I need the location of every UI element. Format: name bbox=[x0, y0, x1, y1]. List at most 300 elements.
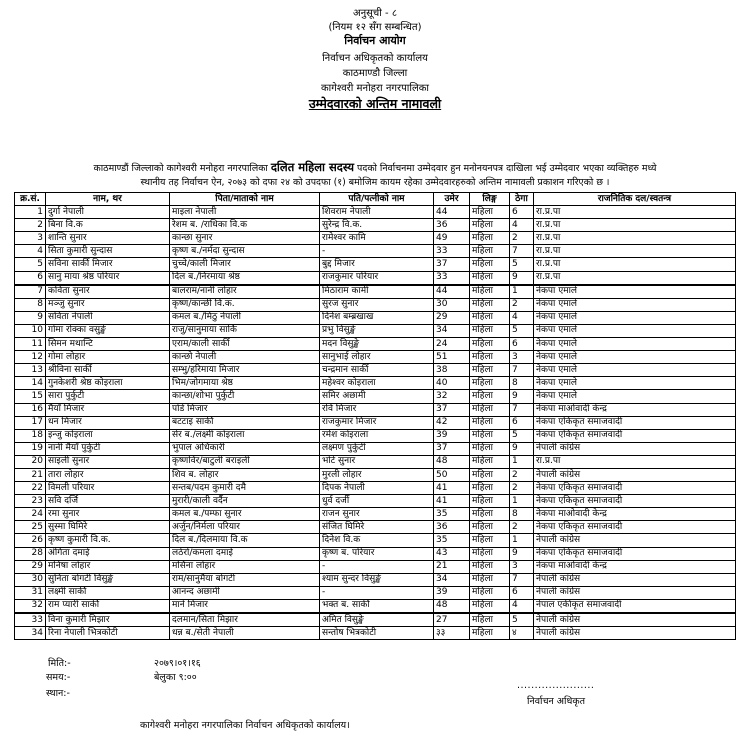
cell-age: 41 bbox=[434, 482, 470, 495]
cell-spouse: दिनेश बम्ब्रखाख bbox=[320, 311, 434, 324]
table-row bbox=[15, 586, 736, 599]
cell-parents: कृष्ण/कान्छी वि.क. bbox=[170, 298, 320, 311]
header-name: नाम, थर bbox=[46, 193, 170, 206]
candidate-table bbox=[14, 192, 736, 640]
cell-parents: चुच्चे/काली मिजार bbox=[170, 258, 320, 271]
cell-gender: महिला bbox=[470, 534, 510, 547]
cell-gender: महिला bbox=[470, 271, 510, 285]
cell-ward: 4 bbox=[510, 219, 534, 232]
time-value: बेलुका ९:०० bbox=[154, 672, 197, 683]
cell-parents: दिल ब./दिलमाया वि.क bbox=[170, 534, 320, 547]
cell-parents: कान्छा/शोभा पुर्कुटी bbox=[170, 390, 320, 403]
cell-name: सवि दर्जि bbox=[46, 495, 170, 508]
cell-ward: 3 bbox=[510, 560, 534, 573]
cell-age: 24 bbox=[434, 338, 470, 351]
cell-spouse: अमित विसुङ्खे bbox=[320, 613, 434, 627]
table-row bbox=[15, 547, 736, 560]
cell-spouse: - bbox=[320, 560, 434, 573]
cell-ward: 6 bbox=[510, 206, 534, 219]
cell-parents: अर्जुन/निर्मला परियार bbox=[170, 521, 320, 534]
cell-parents: रेशम ब. /राधिका वि.क bbox=[170, 219, 320, 232]
cell-serial: 16 bbox=[15, 403, 46, 416]
cell-name: गोमा रोक्का वसुङ्खे bbox=[46, 324, 170, 337]
table-row bbox=[15, 403, 736, 416]
cell-gender: महिला bbox=[470, 429, 510, 442]
cell-parents: कान्छो नेपाली bbox=[170, 351, 320, 364]
cell-spouse: मिठाराम कामी bbox=[320, 285, 434, 299]
table-row bbox=[15, 206, 736, 219]
cell-gender: महिला bbox=[470, 547, 510, 560]
table-row bbox=[15, 416, 736, 429]
cell-serial: 5 bbox=[15, 258, 46, 271]
cell-name: सविता नेपाली bbox=[46, 311, 170, 324]
cell-parents: कान्छा सुनार bbox=[170, 232, 320, 245]
cell-spouse: मुरली लोहार bbox=[320, 468, 434, 481]
cell-party: नेपाल एकीकृत समाजवादी bbox=[534, 599, 736, 613]
cell-gender: महिला bbox=[470, 442, 510, 455]
table-header-row bbox=[15, 193, 736, 206]
cell-gender: महिला bbox=[470, 351, 510, 364]
cell-parents: सम्भु/हरिमाया मिजार bbox=[170, 364, 320, 377]
cell-name: दुर्गा नेपाली bbox=[46, 206, 170, 219]
cell-party: नेपाली कांग्रेस bbox=[534, 627, 736, 640]
cell-serial: 19 bbox=[15, 442, 46, 455]
cell-gender: महिला bbox=[470, 495, 510, 508]
cell-party: नेकपा एमाले bbox=[534, 285, 736, 299]
cell-name: सुस्मा घिमिरे bbox=[46, 521, 170, 534]
cell-spouse: मदन विसुङ्खे bbox=[320, 338, 434, 351]
cell-gender: महिला bbox=[470, 613, 510, 627]
cell-ward: 6 bbox=[510, 416, 534, 429]
cell-name: सुनिता बोगटी विसुङ्खे bbox=[46, 573, 170, 586]
cell-gender: महिला bbox=[470, 403, 510, 416]
cell-serial: 17 bbox=[15, 416, 46, 429]
cell-spouse: - bbox=[320, 245, 434, 258]
cell-gender: महिला bbox=[470, 245, 510, 258]
cell-name: सिमन मथान्टि bbox=[46, 338, 170, 351]
cell-serial: 21 bbox=[15, 468, 46, 481]
cell-age: 38 bbox=[434, 364, 470, 377]
municipality-name: कागेश्वरी मनोहरा नगरपालिका bbox=[320, 83, 430, 94]
cell-name: साइली सुनार bbox=[46, 455, 170, 468]
cell-ward: 2 bbox=[510, 232, 534, 245]
cell-parents: कृष्णविर/बाटुली बराइली bbox=[170, 455, 320, 468]
cell-parents: एराम/काली सार्की bbox=[170, 338, 320, 351]
cell-serial: 6 bbox=[15, 271, 46, 285]
cell-age: 39 bbox=[434, 586, 470, 599]
cell-spouse: श्याम सुन्दर विसुङ्खे bbox=[320, 573, 434, 586]
cell-gender: महिला bbox=[470, 416, 510, 429]
cell-name: गुनकेशरी श्रेष्ठ कोइराला bbox=[46, 377, 170, 390]
cell-ward: 2 bbox=[510, 298, 534, 311]
cell-parents: पोडे मिजार bbox=[170, 403, 320, 416]
cell-spouse: रवि मिजार bbox=[320, 403, 434, 416]
cell-age: 37 bbox=[434, 258, 470, 271]
cell-serial: 12 bbox=[15, 351, 46, 364]
cell-age: 36 bbox=[434, 521, 470, 534]
cell-age: 48 bbox=[434, 599, 470, 613]
cell-serial: 25 bbox=[15, 521, 46, 534]
cell-party: रा.प्र.पा bbox=[534, 455, 736, 468]
election-commission: निर्वाचन आयोग bbox=[344, 34, 406, 47]
cell-ward: 7 bbox=[510, 573, 534, 586]
cell-party: नेकपा एकिकृत समाजवादी bbox=[534, 429, 736, 442]
cell-gender: महिला bbox=[470, 219, 510, 232]
cell-age: 33 bbox=[434, 271, 470, 285]
table-row bbox=[15, 232, 736, 245]
cell-gender: महिला bbox=[470, 377, 510, 390]
cell-gender: महिला bbox=[470, 468, 510, 481]
cell-parents: कमल ब./पम्फा सुनार bbox=[170, 508, 320, 521]
cell-parents: भुपाल अधिकारी bbox=[170, 442, 320, 455]
table-row bbox=[15, 573, 736, 586]
cell-age: 33 bbox=[434, 245, 470, 258]
cell-party: नेपाली कांग्रेस bbox=[534, 586, 736, 599]
annex-number: अनुसूची - ८ bbox=[352, 8, 398, 19]
cell-party: नेपाली कांग्रेस bbox=[534, 613, 736, 627]
cell-parents: बालराम/नानी लोहार bbox=[170, 285, 320, 299]
page-title: उम्मेदवारको अन्तिम नामावली bbox=[308, 96, 442, 111]
cell-spouse: सुरेन्द्र वि.क. bbox=[320, 219, 434, 232]
cell-serial: 13 bbox=[15, 364, 46, 377]
cell-name: बिना वि.क bbox=[46, 219, 170, 232]
cell-ward: 8 bbox=[510, 508, 534, 521]
cell-spouse: बुद्द मिजार bbox=[320, 258, 434, 271]
header-party: राजनितिक दल/स्वतन्त्र bbox=[534, 193, 736, 206]
cell-ward: 4 bbox=[510, 599, 534, 613]
cell-name: मनिषा लोहार bbox=[46, 560, 170, 573]
cell-spouse: प्रभु विसुङ्खे bbox=[320, 324, 434, 337]
cell-parents: शिव ब. लोहार bbox=[170, 468, 320, 481]
cell-name: कविता सुनार bbox=[46, 285, 170, 299]
cell-serial: 24 bbox=[15, 508, 46, 521]
signature-line: ...................... bbox=[517, 680, 595, 691]
cell-party: नेकपा एमाले bbox=[534, 338, 736, 351]
table-row bbox=[15, 298, 736, 311]
cell-parents: कृष्ण ब./नर्मदा सुन्दास bbox=[170, 245, 320, 258]
table-row bbox=[15, 468, 736, 481]
table-row bbox=[15, 245, 736, 258]
cell-parents: दलमान/सिता मिझार bbox=[170, 613, 320, 627]
cell-age: 27 bbox=[434, 613, 470, 627]
cell-spouse: लक्ष्मण पुर्कुटी bbox=[320, 442, 434, 455]
cell-gender: महिला bbox=[470, 206, 510, 219]
cell-name: धन मिजार bbox=[46, 416, 170, 429]
cell-spouse: - bbox=[320, 586, 434, 599]
cell-serial: 23 bbox=[15, 495, 46, 508]
cell-spouse: भक्त ब. सार्की bbox=[320, 599, 434, 613]
cell-party: नेकपा एमाले bbox=[534, 298, 736, 311]
cell-ward: 1 bbox=[510, 455, 534, 468]
cell-serial: 1 bbox=[15, 206, 46, 219]
cell-party: नेकपा एमाले bbox=[534, 351, 736, 364]
cell-name: इन्जु कोइराला bbox=[46, 429, 170, 442]
date-value: २०७९।०१।१६ bbox=[154, 658, 201, 669]
table-row bbox=[15, 338, 736, 351]
cell-ward: 8 bbox=[510, 377, 534, 390]
office-name: कागेश्वरी मनोहरा नगरपालिका निर्वाचन अधिकृतको कार्यालय। bbox=[140, 720, 350, 731]
cell-party: नेपाली कांग्रेस bbox=[534, 573, 736, 586]
cell-serial: 4 bbox=[15, 245, 46, 258]
table-row bbox=[15, 599, 736, 613]
cell-serial: 32 bbox=[15, 599, 46, 613]
cell-age: 37 bbox=[434, 403, 470, 416]
cell-serial: 7 bbox=[15, 285, 46, 299]
cell-party: नेकपा एमाले bbox=[534, 364, 736, 377]
table-row bbox=[15, 390, 736, 403]
cell-ward: 2 bbox=[510, 482, 534, 495]
cell-ward: 6 bbox=[510, 586, 534, 599]
cell-name: विना कुमारी मिझार bbox=[46, 613, 170, 627]
cell-age: 48 bbox=[434, 455, 470, 468]
cell-serial: 34 bbox=[15, 627, 46, 640]
table-row bbox=[15, 627, 736, 640]
cell-age: 44 bbox=[434, 285, 470, 299]
cell-ward: 1 bbox=[510, 534, 534, 547]
cell-party: नेपाली कांग्रेस bbox=[534, 468, 736, 481]
cell-name: रिना नेपाली भित्रकोटी bbox=[46, 627, 170, 640]
cell-gender: महिला bbox=[470, 324, 510, 337]
header-gender: लिङ्ग bbox=[470, 193, 510, 206]
cell-name: लक्ष्मी सार्की bbox=[46, 586, 170, 599]
cell-serial: 30 bbox=[15, 573, 46, 586]
cell-name: गोमा लोहार bbox=[46, 351, 170, 364]
header-spouse: पति/पत्नीको नाम bbox=[320, 193, 434, 206]
cell-ward: 7 bbox=[510, 403, 534, 416]
cell-spouse: राजकुमार परियार bbox=[320, 271, 434, 285]
cell-spouse: राजन सुनार bbox=[320, 508, 434, 521]
cell-name: तारा लोहार bbox=[46, 468, 170, 481]
table-row bbox=[15, 495, 736, 508]
table-row bbox=[15, 429, 736, 442]
cell-serial: 10 bbox=[15, 324, 46, 337]
cell-party: नेकपा एकिकृत समाजवादी bbox=[534, 482, 736, 495]
cell-age: 49 bbox=[434, 232, 470, 245]
district-name: काठमाण्डौ जिल्ला bbox=[342, 68, 408, 79]
cell-age: 29 bbox=[434, 311, 470, 324]
cell-party: नेपाली कांग्रेस bbox=[534, 442, 736, 455]
table-row bbox=[15, 271, 736, 285]
cell-ward: 9 bbox=[510, 547, 534, 560]
cell-age: 50 bbox=[434, 468, 470, 481]
cell-party: नेकपा एकिकृत समाजवादी bbox=[534, 495, 736, 508]
cell-ward: ४ bbox=[510, 627, 534, 640]
cell-serial: 33 bbox=[15, 613, 46, 627]
cell-spouse: संजित घिमिरे bbox=[320, 521, 434, 534]
cell-serial: 18 bbox=[15, 429, 46, 442]
cell-gender: महिला bbox=[470, 521, 510, 534]
cell-party: रा.प्र.पा bbox=[534, 219, 736, 232]
cell-age: ३३ bbox=[434, 627, 470, 640]
cell-spouse: सन्तोष भित्रकोटी bbox=[320, 627, 434, 640]
cell-parents: माने मिजार bbox=[170, 599, 320, 613]
cell-spouse: कृष्ण ब. परियार bbox=[320, 547, 434, 560]
intro-line-2: स्थानीय तह निर्वाचन ऐन, २०७३ को दफा २४ को उपदफा (१) बमोजिम कायम रहेका उम्मेदवारहरुको अन्तिम नामावली प्रकाशन गरिएको छ । bbox=[140, 177, 610, 188]
cell-parents: भिम/जोगमाया श्रेष्ठ bbox=[170, 377, 320, 390]
place-label: स्थान:- bbox=[46, 688, 70, 699]
time-label: समय:- bbox=[46, 672, 71, 683]
cell-age: 40 bbox=[434, 377, 470, 390]
cell-party: रा.प्र.पा bbox=[534, 232, 736, 245]
cell-age: 39 bbox=[434, 429, 470, 442]
cell-name: सारा पुर्कुटी bbox=[46, 390, 170, 403]
cell-gender: महिला bbox=[470, 258, 510, 271]
cell-parents: सेर ब./लक्ष्मी कोइराला bbox=[170, 429, 320, 442]
table-row bbox=[15, 521, 736, 534]
cell-ward: 9 bbox=[510, 390, 534, 403]
cell-gender: महिला bbox=[470, 627, 510, 640]
cell-party: रा.प्र.पा bbox=[534, 206, 736, 219]
cell-gender: महिला bbox=[470, 298, 510, 311]
header-parents: पिता/माताको नाम bbox=[170, 193, 320, 206]
cell-party: नेपाली कांग्रेस bbox=[534, 534, 736, 547]
cell-spouse: रामेश्वर कामि bbox=[320, 232, 434, 245]
cell-parents: दिल ब./निरमाया श्रेष्ठ bbox=[170, 271, 320, 285]
header-ward: ठेगा bbox=[510, 193, 534, 206]
cell-party: रा.प्र.पा bbox=[534, 245, 736, 258]
cell-ward: 3 bbox=[510, 351, 534, 364]
cell-gender: महिला bbox=[470, 390, 510, 403]
cell-age: 41 bbox=[434, 495, 470, 508]
cell-age: 37 bbox=[434, 442, 470, 455]
cell-age: 36 bbox=[434, 219, 470, 232]
cell-parents: आनन्द अछामी bbox=[170, 586, 320, 599]
cell-serial: 9 bbox=[15, 311, 46, 324]
cell-gender: महिला bbox=[470, 455, 510, 468]
cell-ward: 1 bbox=[510, 495, 534, 508]
table-row bbox=[15, 482, 736, 495]
cell-party: नेकपा माओवादी केन्द्र bbox=[534, 508, 736, 521]
cell-spouse: दिनेश वि.क bbox=[320, 534, 434, 547]
cell-name: शान्ति सुनार bbox=[46, 232, 170, 245]
date-label: मिति:- bbox=[48, 658, 71, 669]
cell-name: अंगिता दमाई bbox=[46, 547, 170, 560]
cell-age: 21 bbox=[434, 560, 470, 573]
table-row bbox=[15, 364, 736, 377]
intro-before: काठमाण्डौं जिल्लाको कागेश्वरी मनोहरा नगरपालिका bbox=[93, 163, 268, 174]
cell-age: 43 bbox=[434, 547, 470, 560]
cell-party: नेकपा एकिकृत समाजवादी bbox=[534, 416, 736, 429]
table-row bbox=[15, 311, 736, 324]
cell-ward: 2 bbox=[510, 521, 534, 534]
cell-party: नेकपा एमाले bbox=[534, 377, 736, 390]
cell-spouse: समिर अछामी bbox=[320, 390, 434, 403]
cell-parents: माइला नेपाली bbox=[170, 206, 320, 219]
intro-after: पदको निर्वाचनमा उम्मेदवार हुन मनोनयनपत्र दाखिला भई उम्मेदवार भएका व्यक्तिहरु मध्ये bbox=[357, 163, 657, 174]
cell-parents: मसिना लोहार bbox=[170, 560, 320, 573]
cell-gender: महिला bbox=[470, 482, 510, 495]
cell-name: सविना सार्की मिजार bbox=[46, 258, 170, 271]
cell-gender: महिला bbox=[470, 311, 510, 324]
cell-party: रा.प्र.पा bbox=[534, 271, 736, 285]
cell-party: नेकपा माओवादी केन्द्र bbox=[534, 403, 736, 416]
cell-gender: महिला bbox=[470, 599, 510, 613]
cell-spouse: धुर्व दर्जी bbox=[320, 495, 434, 508]
table-row bbox=[15, 442, 736, 455]
cell-ward: 5 bbox=[510, 258, 534, 271]
cell-ward: 4 bbox=[510, 311, 534, 324]
cell-parents: कमल ब./मिठु नेपाली bbox=[170, 311, 320, 324]
table-row bbox=[15, 377, 736, 390]
cell-serial: 11 bbox=[15, 338, 46, 351]
cell-name: सानु माया श्रेष्ठ परियार bbox=[46, 271, 170, 285]
cell-age: 34 bbox=[434, 573, 470, 586]
cell-party: नेकपा एकिकृत समाजवादी bbox=[534, 547, 736, 560]
cell-age: 35 bbox=[434, 508, 470, 521]
cell-ward: 6 bbox=[510, 338, 534, 351]
cell-parents: राजु/सानुमाया सार्कि bbox=[170, 324, 320, 337]
cell-ward: 1 bbox=[510, 285, 534, 299]
cell-spouse: राजकुमार मिजार bbox=[320, 416, 434, 429]
cell-serial: 31 bbox=[15, 586, 46, 599]
cell-name: विमली परियार bbox=[46, 482, 170, 495]
cell-age: 34 bbox=[434, 324, 470, 337]
cell-party: नेकपा एमाले bbox=[534, 311, 736, 324]
cell-spouse: शिवराम नेपाली bbox=[320, 206, 434, 219]
cell-parents: लठेरो/कमला दमाई bbox=[170, 547, 320, 560]
cell-parents: बटटाइ सार्की bbox=[170, 416, 320, 429]
cell-age: 51 bbox=[434, 351, 470, 364]
cell-parents: धन्न ब./सेती नेपाली bbox=[170, 627, 320, 640]
cell-parents: राम/सानुमैया बोगटी bbox=[170, 573, 320, 586]
cell-age: 44 bbox=[434, 206, 470, 219]
cell-ward: 7 bbox=[510, 364, 534, 377]
cell-ward: 2 bbox=[510, 468, 534, 481]
cell-age: 42 bbox=[434, 416, 470, 429]
cell-ward: 9 bbox=[510, 442, 534, 455]
cell-spouse: महेश्वर कोइराला bbox=[320, 377, 434, 390]
officer-office: निर्वाचन अधिकृतको कार्यालय bbox=[322, 53, 428, 64]
cell-spouse: दिपक नेपाली bbox=[320, 482, 434, 495]
table-row bbox=[15, 534, 736, 547]
cell-gender: महिला bbox=[470, 232, 510, 245]
table-row bbox=[15, 560, 736, 573]
cell-name: रमा सुनार bbox=[46, 508, 170, 521]
cell-party: नेकपा एकिकृत समाजवादी bbox=[534, 521, 736, 534]
cell-gender: महिला bbox=[470, 573, 510, 586]
table-row bbox=[15, 351, 736, 364]
table-row bbox=[15, 219, 736, 232]
table-row bbox=[15, 258, 736, 271]
cell-gender: महिला bbox=[470, 560, 510, 573]
cell-serial: 22 bbox=[15, 482, 46, 495]
cell-party: रा.प्र.पा bbox=[534, 258, 736, 271]
cell-ward: 9 bbox=[510, 271, 534, 285]
cell-spouse: रमेश कोइराला bbox=[320, 429, 434, 442]
header-age: उमेर bbox=[434, 193, 470, 206]
cell-name: कृष्ण कुमारी वि.क. bbox=[46, 534, 170, 547]
cell-gender: महिला bbox=[470, 364, 510, 377]
cell-serial: 20 bbox=[15, 455, 46, 468]
table-row bbox=[15, 455, 736, 468]
cell-spouse: सानुभाई लोहार bbox=[320, 351, 434, 364]
officer-title: निर्वाचन अधिकृत bbox=[527, 696, 586, 707]
cell-name: राम प्यारी सार्की bbox=[46, 599, 170, 613]
cell-name: मैयाँ मिजार bbox=[46, 403, 170, 416]
cell-name: नानी मैयाँ पुर्कुटी bbox=[46, 442, 170, 455]
header-serial: क्र.सं. bbox=[15, 193, 46, 206]
intro-post: दलित महिला सदस्य bbox=[270, 160, 355, 174]
cell-serial: 2 bbox=[15, 219, 46, 232]
cell-ward: 5 bbox=[510, 324, 534, 337]
cell-parents: सन्तब/पदम कुमारी दमै bbox=[170, 482, 320, 495]
cell-party: नेकपा एमाले bbox=[534, 324, 736, 337]
rule-reference: (नियम १२ सँग सम्बन्धित) bbox=[328, 22, 422, 33]
cell-gender: महिला bbox=[470, 508, 510, 521]
table-row bbox=[15, 508, 736, 521]
cell-spouse: भोटे सुनार bbox=[320, 455, 434, 468]
cell-age: 30 bbox=[434, 298, 470, 311]
